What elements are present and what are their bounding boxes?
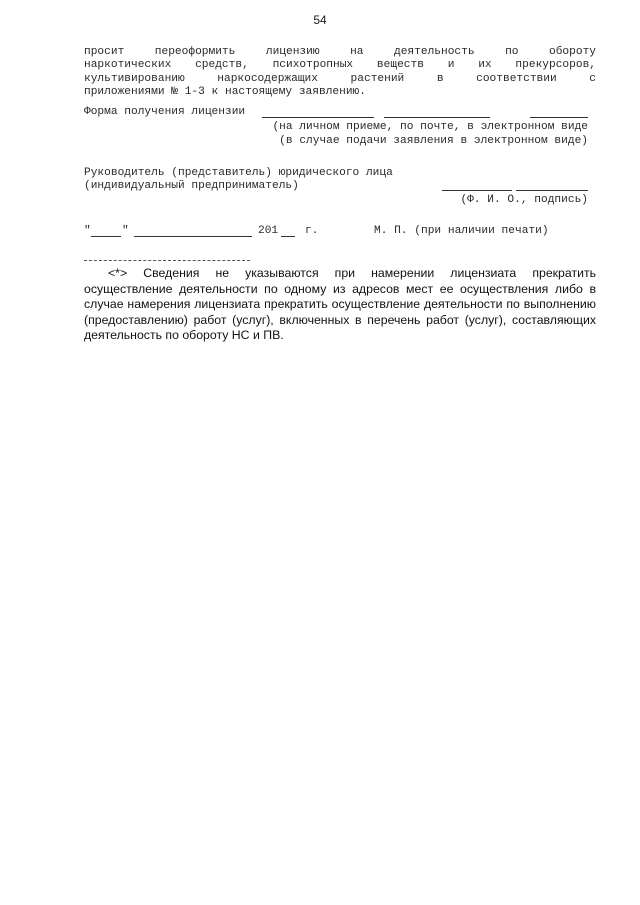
license-form-blank-3[interactable]	[530, 117, 588, 118]
license-form-blank-2[interactable]	[384, 117, 490, 118]
date-year-prefix: 201	[258, 225, 279, 237]
signature-head-line-2: (индивидуальный предприниматель)	[84, 180, 299, 192]
date-year-suffix: г.	[305, 225, 319, 237]
footnote-separator	[84, 260, 250, 261]
signature-head-line-1: Руководитель (представитель) юридического лица	[84, 167, 393, 179]
signature-caption: (Ф. И. О., подпись)	[460, 194, 588, 206]
footnote-text: <*> Сведения не указываются при намерении лицензиата прекратить осуществление деятельности по одному из адресов мест ее осуществления либо в случае намерения лицензиата прекратить осуществление деятельности по выполнению (предоставлению) работ (услуг), включенных в перечень работ (услуг), составляющих деятельность по обороту НС и ПВ.	[84, 266, 596, 343]
date-month-blank[interactable]	[134, 236, 252, 237]
signature-blank-name[interactable]	[442, 190, 512, 191]
date-quote-open: "	[84, 225, 91, 237]
intro-line-3: культивированию наркосодержащих растений в соответствии с	[84, 73, 596, 85]
date-year-blank[interactable]	[281, 236, 295, 237]
date-day-blank[interactable]	[91, 236, 121, 237]
license-form-blank-1[interactable]	[262, 117, 374, 118]
intro-line-1: просит переоформить лицензию на деятельность по обороту	[84, 46, 596, 58]
page-number: 54	[313, 13, 327, 27]
intro-line-2: наркотических средств, психотропных веществ и их прекурсоров,	[84, 59, 596, 71]
signature-blank-sign[interactable]	[516, 190, 588, 191]
license-form-option-in-person: (на личном приеме, по почте, в электронном виде	[272, 121, 588, 133]
stamp-label: М. П. (при наличии печати)	[374, 225, 549, 237]
date-quote-close: "	[122, 225, 129, 237]
license-form-option-electronic: (в случае подачи заявления в электронном виде)	[279, 135, 588, 147]
license-form-label: Форма получения лицензии	[84, 106, 246, 118]
intro-line-4: приложениями № 1-3 к настоящему заявлению.	[84, 86, 366, 98]
